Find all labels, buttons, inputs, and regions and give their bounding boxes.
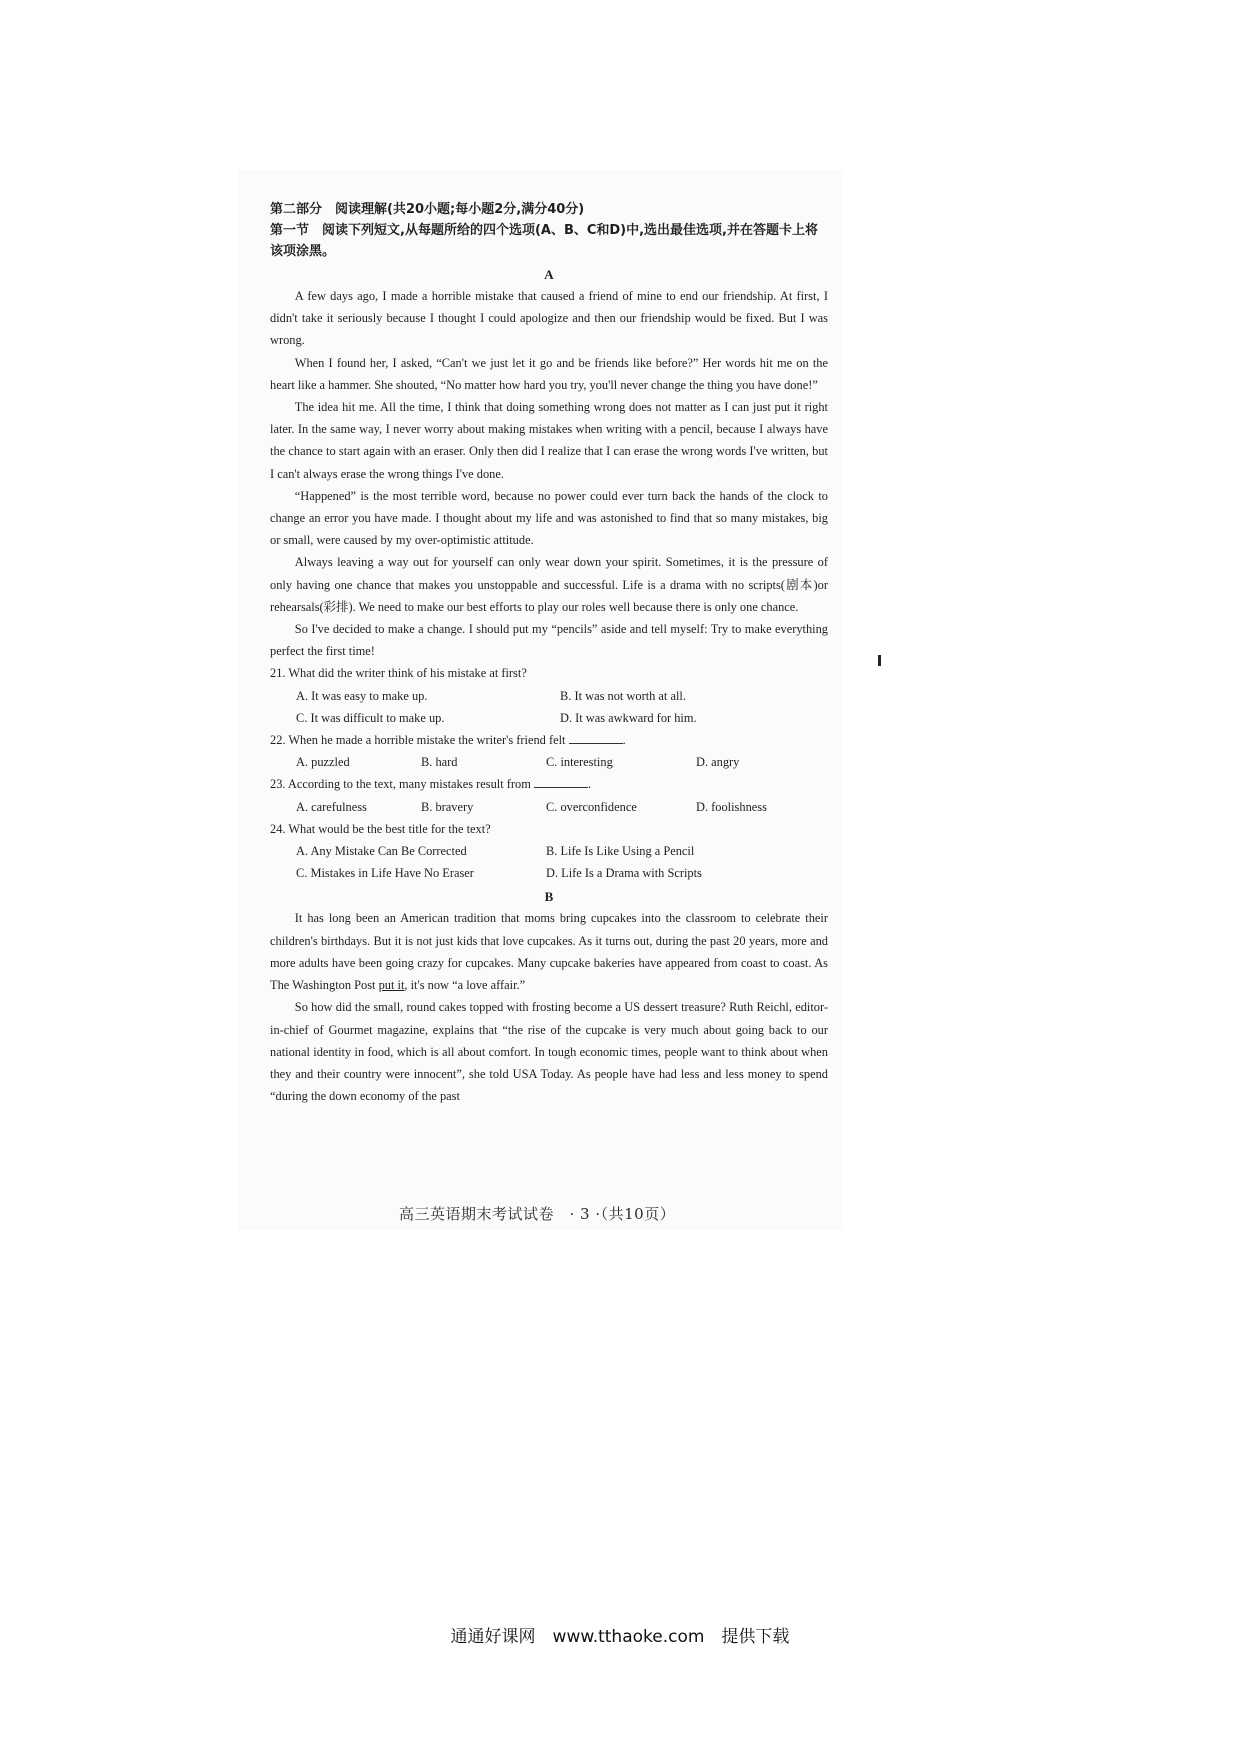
section-instructions: 第一节 阅读下列短文,从每题所给的四个选项(A、B、C和D)中,选出最佳选项,并在答题卡上将该项涂黑。: [270, 223, 818, 259]
answer-blank: [534, 775, 588, 788]
option-d: D. foolishness: [696, 799, 767, 814]
passage-a-paragraph: Always leaving a way out for yourself can only wear down your spirit. Sometimes, it is the pressure of only having one chance that makes you unstoppable and successful. Life is a drama with no scripts(剧本)or rehearsals(彩排). We need to make our best efforts to play our roles well because there is only one chance.: [270, 555, 828, 614]
answer-blank: [569, 731, 623, 744]
question-23-stem: 23. According to the text, many mistakes result from: [270, 777, 531, 792]
scan-mark: [878, 655, 881, 666]
part-heading: 第二部分 阅读理解(共20小题;每小题2分,满分40分): [270, 202, 585, 217]
exam-content: [270, 199, 828, 1107]
question-22-stem: 22. When he made a horrible mistake the writer's friend felt: [270, 733, 566, 748]
option-b: B. It was not worth at all.: [560, 688, 686, 703]
question-24-options: [270, 862, 828, 884]
passage-b-paragraph: [270, 907, 828, 996]
option-c: C. interesting: [546, 755, 613, 770]
option-a: A. It was easy to make up.: [296, 688, 428, 703]
question-24-options: [270, 840, 828, 862]
underlined-phrase: put it: [378, 978, 405, 993]
question-21-options: [270, 707, 828, 729]
option-a: A. carefulness: [296, 799, 367, 814]
option-a: A. Any Mistake Can Be Corrected: [296, 844, 467, 859]
passage-b-paragraph: So how did the small, round cakes topped with frosting become a US dessert treasure? Ruth Reichl, editor-in-chief of Gourmet magazine, explains that “the rise of the cupcake is very much about going back to our national identity in food, which is all about comfort. In tough economic times, people want to think about when they and their country were innocent”, she told USA Today. As people have had less and less money to spend “during the down economy of the past: [270, 1000, 828, 1104]
passage-b-text: , it's now “a love affair.”: [404, 978, 526, 993]
question-23-end: .: [587, 777, 592, 792]
passage-a-paragraph: So I've decided to make a change. I should put my “pencils” aside and tell myself: Try to make everything perfect the first time!: [270, 622, 828, 659]
download-site-footer: 通通好课网 www.tthaoke.com 提供下载: [450, 1627, 790, 1647]
option-b: B. Life Is Like Using a Pencil: [546, 844, 695, 859]
option-c: C. Mistakes in Life Have No Eraser: [296, 866, 474, 881]
question-22: [270, 729, 828, 751]
option-c: C. overconfidence: [546, 799, 637, 814]
option-d: D. Life Is a Drama with Scripts: [546, 866, 702, 881]
passage-b-text: It has long been an American tradition that moms bring cupcakes into the classroom to celebrate their children's birthdays. But it is not just kids that love cupcakes. As it turns out, during the past 20 years, more and more adults have been going crazy for cupcakes. Many cupcake bakeries have appeared from coast to coast. As The Washington Post: [270, 911, 828, 993]
option-b: B. bravery: [421, 799, 474, 814]
option-d: D. It was awkward for him.: [560, 710, 697, 725]
question-23-options: [270, 796, 828, 818]
question-23: [270, 773, 828, 795]
question-22-options: [270, 751, 828, 773]
option-a: A. puzzled: [296, 755, 350, 770]
passage-a-paragraph: When I found her, I asked, “Can't we just let it go and be friends like before?” Her words hit me on the heart like a hammer. She shouted, “No matter how hard you try, you'll never change the thing you have done!”: [270, 355, 828, 392]
option-c: C. It was difficult to make up.: [296, 710, 445, 725]
question-21: 21. What did the writer think of his mistake at first?: [270, 666, 527, 681]
passage-b-letter: B: [544, 889, 554, 905]
passage-a-letter: A: [544, 267, 554, 282]
passage-a-paragraph: A few days ago, I made a horrible mistake that caused a friend of mine to end our friendship. At first, I didn't take it seriously because I thought I could apologize and then our friendship would be fixed. But I was wrong.: [270, 289, 828, 348]
question-21-options: [270, 685, 828, 707]
question-24: 24. What would be the best title for the text?: [270, 821, 491, 836]
passage-a-paragraph: The idea hit me. All the time, I think that doing something wrong does not matter as I can just put it right later. In the same way, I never worry about making mistakes when writing with a pencil, because I always have the chance to start again with an eraser. Only then did I realize that I can erase the wrong words I've written, but I can't always erase the wrong things I've done.: [270, 400, 828, 481]
question-22-end: .: [622, 733, 626, 748]
passage-a-paragraph: “Happened” is the most terrible word, because no power could ever turn back the hands of the clock to change an error you have made. I thought about my life and was astonished to find that so many mistakes, big or small, were caused by my over-optimistic attitude.: [270, 488, 828, 548]
option-b: B. hard: [421, 755, 458, 770]
option-d: D. angry: [696, 755, 740, 770]
exam-page-footer: 高三英语期末考试试卷 · 3 ·（共10页）: [399, 1205, 676, 1223]
